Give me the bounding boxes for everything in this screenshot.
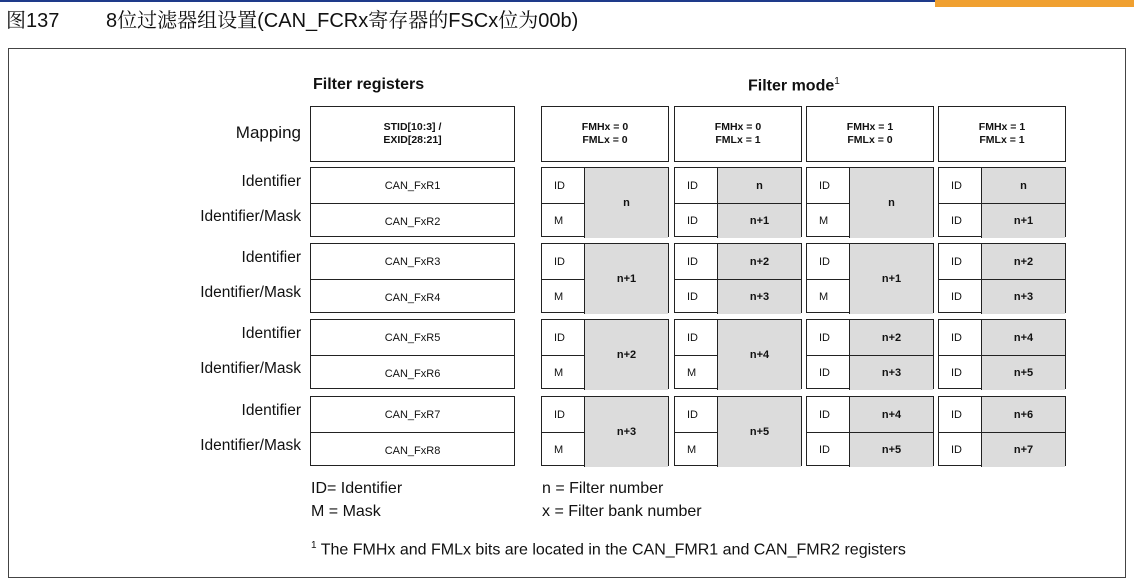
filter-tag: ID [687,290,698,303]
filter-cell-group [541,167,669,237]
filter-tag: ID [819,331,830,344]
register-name: CAN_FxR2 [311,203,514,239]
filter-cell-group [806,396,934,466]
filter-cell-group [541,319,669,389]
filter-mode-header [748,76,840,95]
filter-number: n+5 [849,432,933,467]
filter-number: n+4 [981,320,1065,355]
filter-tag: ID [951,255,962,268]
legend-filter-number: n = Filter number [542,480,664,497]
mapping-line-2: EXID[28:21] [383,134,442,146]
filter-cell-group [541,396,669,466]
filter-tag: ID [951,408,962,421]
mode-header-4 [938,106,1066,162]
filter-registers-header: Filter registers [313,76,425,93]
filter-cell-group [938,319,1066,389]
filter-tag: M [554,214,564,227]
register-name: CAN_FxR8 [311,432,514,468]
mode-header-line: FMLx = 0 [847,134,893,146]
filter-tag: ID [819,179,830,192]
row-label-identifier: Identifier [241,402,301,419]
filter-number: n+4 [717,320,801,390]
filter-number: n+2 [849,320,933,355]
filter-cell-group [674,243,802,313]
row-label-identifier-mask: Identifier/Mask [200,208,301,225]
row-label-identifier-mask: Identifier/Mask [200,284,301,301]
filter-tag: ID [819,366,830,379]
filter-tag: ID [687,255,698,268]
filter-cell-group [938,396,1066,466]
filter-tag: ID [687,408,698,421]
legend-id: ID= Identifier [311,480,403,497]
filter-tag: ID [687,179,698,192]
filter-mode-title: Filter mode [748,77,835,95]
row-label-identifier: Identifier [241,325,301,342]
mode-header-line: FMHx = 0 [581,121,629,133]
filter-number: n [584,168,668,238]
mapping-cell [310,106,515,162]
filter-number: n [717,168,801,203]
filter-number: n+1 [981,203,1065,238]
filter-tag: ID [819,255,830,268]
mode-header-line: FMLx = 1 [979,134,1025,146]
filter-cell-group [938,243,1066,313]
filter-tag: ID [819,443,830,456]
filter-number: n+5 [717,397,801,467]
figure-title: 8位过滤器组设置(CAN_FCRx寄存器的FSCx位为00b) [106,10,579,32]
mapping-line-1: STID[10:3] / [383,121,442,133]
register-group [310,243,515,313]
filter-number: n+1 [584,244,668,314]
filter-number: n+3 [717,279,801,314]
register-group [310,396,515,466]
filter-cell-group [674,319,802,389]
register-group [310,167,515,237]
register-name: CAN_FxR4 [311,279,514,315]
filter-cell-group [541,243,669,313]
mode-header-1 [541,106,669,162]
filter-cell-group [674,396,802,466]
register-name: CAN_FxR1 [384,179,441,192]
filter-cell-group [806,319,934,389]
filter-tag: ID [554,255,565,268]
filter-number: n [849,168,933,238]
row-label-identifier-mask: Identifier/Mask [200,437,301,454]
register-name: CAN_FxR7 [384,408,441,421]
row-label-identifier-mask: Identifier/Mask [200,360,301,377]
mode-header-line: FMHx = 1 [978,121,1026,133]
mode-header-line: FMHx = 0 [714,121,762,133]
filter-tag: ID [687,214,698,227]
filter-tag: M [819,290,829,303]
filter-number: n+5 [981,355,1065,390]
filter-number: n+3 [849,355,933,390]
legend-bank-number: x = Filter bank number [542,503,702,520]
filter-tag: M [819,214,829,227]
footnote [311,540,906,559]
filter-tag: ID [554,408,565,421]
mode-header-3 [806,106,934,162]
figure-number: 图137 [6,10,60,32]
filter-tag: ID [687,331,698,344]
mode-header-line: FMHx = 1 [846,121,894,133]
row-label-identifier: Identifier [241,173,301,190]
filter-number: n [981,168,1065,203]
mode-header-2 [674,106,802,162]
filter-number: n+7 [981,432,1065,467]
figure-caption [6,7,578,35]
footnote-text: The FMHx and FMLx bits are located in the CAN_FMR1 and CAN_FMR2 registers [316,541,906,559]
filter-number: n+2 [717,244,801,279]
filter-number: n+4 [849,397,933,432]
filter-mode-footnote-marker: 1 [834,76,840,87]
filter-number: n+1 [717,203,801,238]
mode-header-line: FMLx = 0 [582,134,628,146]
filter-cell-group [806,167,934,237]
filter-tag: M [554,366,564,379]
register-name: CAN_FxR6 [311,355,514,391]
legend-mask: M = Mask [311,503,381,520]
filter-number: n+3 [981,279,1065,314]
title-accent-bar [935,0,1134,7]
footnote-marker: 1 [311,540,317,551]
filter-number: n+1 [849,244,933,314]
register-name: CAN_FxR5 [384,331,441,344]
filter-tag: M [554,443,564,456]
filter-tag: M [554,290,564,303]
filter-cell-group [938,167,1066,237]
filter-number: n+2 [584,320,668,390]
filter-tag: ID [951,443,962,456]
filter-tag: ID [554,179,565,192]
filter-tag: ID [951,366,962,379]
filter-tag: ID [951,214,962,227]
filter-tag: ID [554,331,565,344]
filter-tag: M [687,366,697,379]
filter-cell-group [674,167,802,237]
filter-number: n+3 [584,397,668,467]
register-group [310,319,515,389]
filter-number: n+2 [981,244,1065,279]
mapping-label: Mapping [235,123,301,142]
filter-tag: ID [951,290,962,303]
filter-number: n+6 [981,397,1065,432]
filter-cell-group [806,243,934,313]
filter-tag: ID [951,331,962,344]
row-label-identifier: Identifier [241,249,301,266]
filter-tag: ID [819,408,830,421]
filter-tag: ID [951,179,962,192]
filter-tag: M [687,443,697,456]
mode-header-line: FMLx = 1 [715,134,761,146]
title-rule [0,0,935,2]
register-name: CAN_FxR3 [384,255,441,268]
